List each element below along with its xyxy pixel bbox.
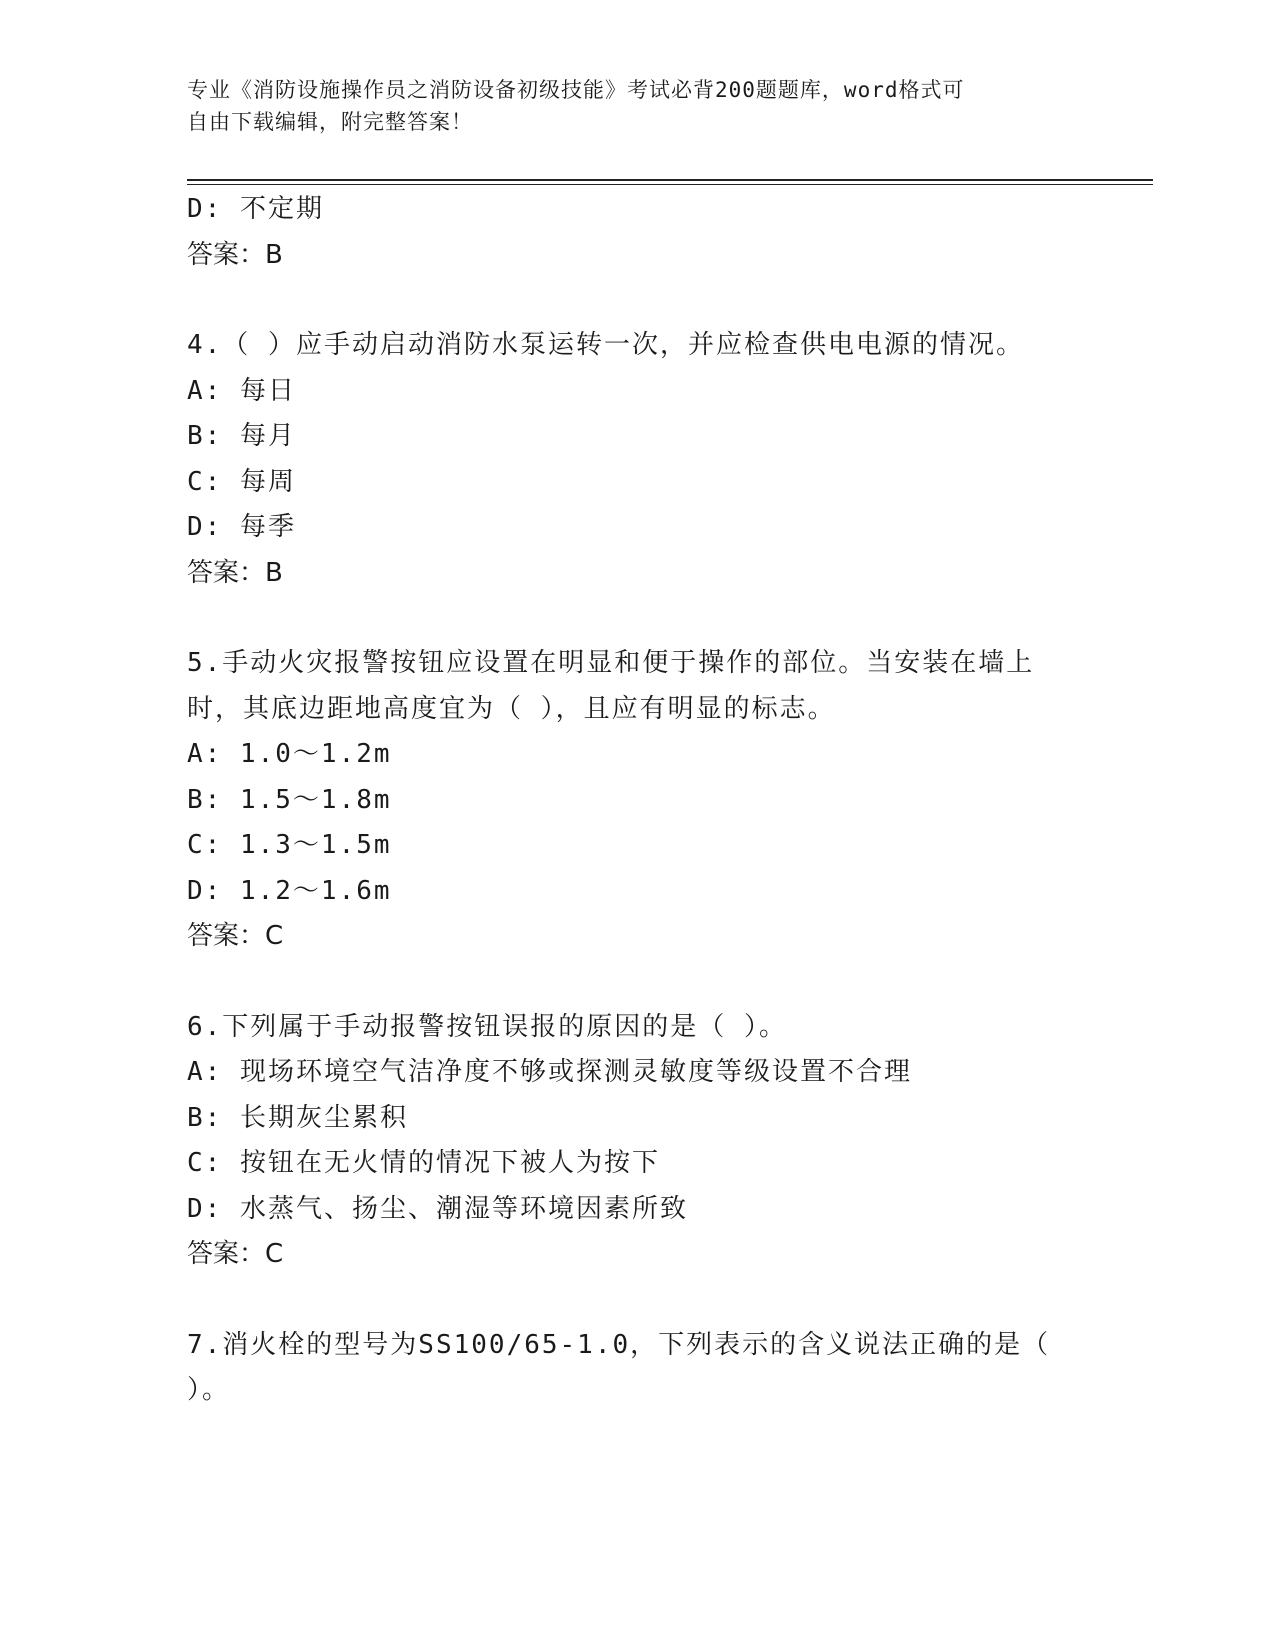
question-stem-continued: 时，其底边距地高度宜为（ ），且应有明显的标志。 [187,693,836,724]
option-d: D: 每季 [187,512,296,542]
question-stem: 4.（ ）应手动启动消防水泵运转一次，并应检查供电电源的情况。 [187,330,1024,360]
option-b: B: 1.5～1.8m [187,784,392,815]
spacer [187,596,1087,641]
option-a: A: 每日 [187,375,296,406]
question-stem: 7.消火栓的型号为SS100/65-1.0，下列表示的含义说法正确的是（ [187,1329,1051,1360]
answer: 答案：B [187,239,283,270]
question-list [187,187,1087,1414]
option-c: C: 每周 [187,466,296,497]
answer: 答案：C [187,921,284,951]
option-d: D: 1.2～1.6m [187,875,392,906]
question-stem-continued: ）。 [187,1375,231,1405]
header-line-2: 自由下载编辑，附完整答案！ [187,110,473,134]
question-3-tail [187,187,1087,278]
spacer [187,960,1087,1005]
spacer [187,1278,1087,1323]
spacer [187,278,1087,323]
option-d: D: 不定期 [187,194,324,224]
header-divider-thin [187,184,1153,185]
option-d: D: 水蒸气、扬尘、潮湿等环境因素所致 [187,1193,688,1224]
option-c: C: 1.3～1.5m [187,830,392,860]
option-b: B: 长期灰尘累积 [187,1102,408,1133]
option-b: B: 每月 [187,421,296,451]
option-a: A: 1.0～1.2m [187,739,392,769]
answer: 答案：C [187,1239,284,1269]
question-6 [187,1005,1087,1278]
option-c: C: 按钮在无火情的情况下被人为按下 [187,1148,660,1178]
answer: 答案：B [187,557,283,588]
question-stem: 6.下列属于手动报警按钮误报的原因的是（ ）。 [187,1011,787,1042]
header-line-1: 专业《消防设施操作员之消防设备初级技能》考试必背200题题库，word格式可 [187,78,965,102]
header-divider-thick [187,179,1153,181]
option-a: A: 现场环境空气洁净度不够或探测灵敏度等级设置不合理 [187,1057,912,1087]
question-7 [187,1323,1087,1414]
question-stem: 5.手动火灾报警按钮应设置在明显和便于操作的部位。当安装在墙上 [187,648,1035,678]
question-5 [187,641,1087,960]
document-header [187,74,1067,138]
question-4 [187,323,1087,596]
